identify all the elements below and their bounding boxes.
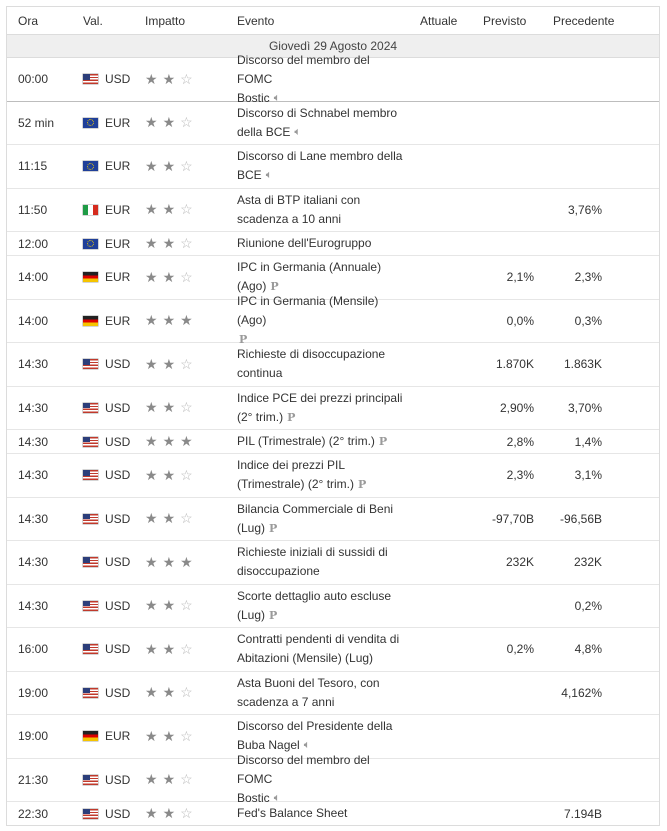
event-title-line1[interactable]: Asta di BTP italiani con — [237, 192, 361, 207]
star-filled-icon: ★ — [162, 268, 176, 285]
table-row[interactable] — [7, 541, 659, 585]
star-filled-icon: ★ — [162, 640, 176, 657]
star-filled-icon: ★ — [180, 553, 193, 570]
event-title-line1[interactable]: PIL (Trimestrale) (2° trim.) — [237, 433, 375, 448]
event-name[interactable] — [223, 234, 405, 253]
event-list — [7, 52, 659, 825]
event-title-line2[interactable]: scadenza a 7 anni — [237, 694, 335, 709]
impact-rating — [134, 312, 223, 329]
event-title-line2[interactable]: (Lug) — [237, 520, 266, 535]
star-filled-icon: ★ — [162, 510, 176, 527]
event-currency — [69, 270, 134, 284]
event-name[interactable] — [223, 543, 405, 581]
speaker-icon: 🔈︎ — [273, 792, 281, 805]
event-name[interactable] — [223, 345, 405, 383]
impact-rating — [134, 467, 223, 484]
previous-value: 3,70% — [567, 400, 602, 415]
previous-value: -96,56B — [559, 511, 602, 526]
star-filled-icon: ★ — [162, 114, 176, 131]
star-empty-icon: ☆ — [180, 684, 193, 701]
event-currency — [69, 642, 134, 656]
star-filled-icon: ★ — [162, 553, 176, 570]
star-filled-icon: ★ — [162, 312, 176, 329]
us-flag-icon — [83, 437, 98, 447]
eu-flag-icon — [83, 161, 98, 171]
header-precedente[interactable]: Precedente — [553, 13, 615, 28]
forecast-value: 2,90% — [499, 400, 534, 415]
star-filled-icon: ★ — [145, 235, 158, 251]
event-name[interactable] — [223, 258, 405, 296]
event-title-line1[interactable]: Bilancia Commerciale di Beni — [237, 501, 394, 516]
impact-rating — [134, 158, 223, 175]
event-title-line1[interactable]: Fed's Balance Sheet — [237, 806, 348, 820]
star-empty-icon: ☆ — [180, 157, 193, 174]
impact-rating — [134, 684, 223, 701]
event-title-line1[interactable]: Discorso di Lane membro della — [237, 149, 403, 164]
us-flag-icon — [83, 809, 98, 819]
forecast-value: 0,0% — [506, 313, 534, 328]
speaker-icon: 🔈︎ — [273, 91, 281, 104]
event-time: 19:00 — [18, 685, 49, 700]
star-empty-icon: ☆ — [180, 114, 193, 131]
impact-rating — [134, 510, 223, 527]
currency-code: USD — [105, 468, 131, 483]
previous-value: 7.194B — [563, 806, 602, 821]
us-flag-icon — [83, 74, 98, 84]
event-time: 14:00 — [18, 270, 49, 285]
forecast-value: -97,70B — [491, 511, 534, 526]
speaker-icon: 🔈︎ — [265, 169, 273, 182]
event-time: 00:00 — [18, 72, 49, 87]
preliminary-p-icon: P — [358, 478, 367, 492]
star-empty-icon: ☆ — [180, 355, 193, 372]
us-flag-icon — [83, 601, 98, 611]
event-title-line1[interactable]: Richieste di disoccupazione — [237, 347, 386, 362]
event-title-line2[interactable]: Abitazioni (Mensile) (Lug) — [237, 651, 374, 666]
currency-code: USD — [105, 400, 131, 415]
event-currency — [69, 686, 134, 700]
event-currency — [69, 468, 134, 482]
header-evento[interactable]: Evento — [237, 13, 275, 28]
table-row[interactable] — [7, 585, 659, 629]
event-currency — [69, 159, 134, 173]
event-time: 14:30 — [18, 468, 49, 483]
event-name[interactable] — [223, 292, 405, 349]
star-filled-icon: ★ — [162, 157, 176, 174]
star-filled-icon: ★ — [162, 433, 176, 449]
it-flag-icon — [83, 205, 98, 215]
currency-code: USD — [105, 434, 131, 449]
table-row[interactable] — [7, 454, 659, 498]
table-row[interactable] — [7, 294, 659, 347]
event-name[interactable] — [223, 191, 405, 229]
event-time: 14:30 — [18, 511, 49, 526]
previous-value: 0,3% — [574, 313, 602, 328]
currency-code: EUR — [105, 270, 131, 285]
preliminary-p-icon: P — [378, 435, 388, 449]
impact-rating — [134, 641, 223, 658]
preliminary-p-icon: P — [269, 608, 278, 622]
previous-value: 0,2% — [574, 598, 602, 613]
event-title-line2[interactable]: (Ago) — [237, 279, 267, 294]
preliminary-p-icon: P — [239, 333, 248, 347]
currency-code: USD — [105, 72, 131, 87]
impact-rating — [134, 114, 223, 131]
us-flag-icon — [83, 688, 98, 698]
event-time: 14:30 — [18, 555, 49, 570]
star-empty-icon: ☆ — [180, 640, 193, 657]
previous-value: 4,8% — [574, 642, 602, 657]
economic-calendar — [6, 6, 660, 826]
star-empty-icon: ☆ — [180, 805, 193, 821]
star-filled-icon: ★ — [145, 805, 158, 821]
currency-code: EUR — [105, 236, 131, 251]
event-currency — [69, 807, 134, 821]
currency-code: EUR — [105, 159, 131, 174]
star-filled-icon: ★ — [145, 70, 158, 87]
table-row[interactable] — [7, 145, 659, 189]
currency-code: USD — [105, 772, 131, 787]
event-title-line2[interactable]: Buba Nagel — [237, 738, 300, 753]
currency-code: USD — [105, 642, 131, 657]
event-title-line1[interactable]: IPC in Germania (Mensile) (Ago) — [237, 294, 379, 328]
event-currency — [69, 599, 134, 613]
star-empty-icon: ☆ — [180, 466, 193, 483]
previous-value: 2,3% — [574, 270, 602, 285]
event-name[interactable] — [223, 674, 405, 712]
star-filled-icon: ★ — [162, 70, 176, 87]
star-filled-icon: ★ — [162, 235, 176, 251]
event-title-line2[interactable]: disoccupazione — [237, 564, 320, 579]
us-flag-icon — [83, 557, 98, 567]
event-title-line2[interactable]: Bostic — [237, 791, 270, 806]
star-filled-icon: ★ — [180, 433, 193, 449]
event-title-line2[interactable]: scadenza a 10 anni — [237, 211, 342, 226]
event-title-line1[interactable]: Discorso del membro del FOMC — [237, 753, 370, 787]
star-filled-icon: ★ — [145, 510, 158, 527]
star-empty-icon: ☆ — [180, 268, 193, 285]
event-time: 22:30 — [18, 806, 49, 821]
event-name[interactable] — [223, 751, 405, 808]
impact-rating — [134, 554, 223, 571]
star-filled-icon: ★ — [162, 727, 176, 744]
currency-code: EUR — [105, 115, 131, 130]
event-title-line2[interactable]: della BCE — [237, 124, 291, 139]
previous-value: 1,4% — [574, 434, 602, 449]
table-row[interactable] — [7, 802, 659, 825]
currency-code: EUR — [105, 202, 131, 217]
forecast-value: 1.870K — [495, 357, 534, 372]
star-filled-icon: ★ — [145, 399, 158, 416]
star-filled-icon: ★ — [162, 201, 176, 218]
event-currency — [69, 314, 134, 328]
star-filled-icon: ★ — [162, 805, 176, 821]
previous-value: 3,76% — [567, 202, 602, 217]
table-row[interactable] — [7, 189, 659, 233]
table-row[interactable] — [7, 498, 659, 542]
event-name[interactable] — [223, 104, 405, 142]
event-title-line2[interactable]: (Lug) — [237, 607, 266, 622]
event-currency — [69, 237, 134, 251]
table-row[interactable] — [7, 52, 659, 105]
table-row[interactable] — [7, 753, 659, 806]
us-flag-icon — [83, 775, 98, 785]
currency-code: USD — [105, 511, 131, 526]
us-flag-icon — [83, 514, 98, 524]
star-filled-icon: ★ — [162, 399, 176, 416]
event-currency — [69, 729, 134, 743]
event-currency — [69, 357, 134, 371]
event-title-line2[interactable]: (Trimestrale) (2° trim.) — [237, 477, 355, 492]
forecast-value: 2,8% — [506, 434, 534, 449]
forecast-value: 0,2% — [506, 642, 534, 657]
star-filled-icon: ★ — [145, 355, 158, 372]
eu-flag-icon — [83, 118, 98, 128]
speaker-icon: 🔈︎ — [303, 739, 311, 752]
star-filled-icon: ★ — [162, 684, 176, 701]
star-empty-icon: ☆ — [180, 727, 193, 744]
currency-code: EUR — [105, 313, 131, 328]
previous-value: 1.863K — [563, 357, 602, 372]
impact-rating — [134, 728, 223, 745]
star-empty-icon: ☆ — [180, 771, 193, 788]
star-filled-icon: ★ — [162, 466, 176, 483]
event-title-line2[interactable]: BCE — [237, 168, 262, 183]
star-empty-icon: ☆ — [180, 70, 193, 87]
header-attuale[interactable]: Attuale — [420, 13, 458, 28]
table-header — [7, 7, 659, 35]
table-row[interactable] — [7, 628, 659, 672]
impact-rating — [134, 201, 223, 218]
de-flag-icon — [83, 316, 98, 326]
impact-rating — [134, 269, 223, 286]
preliminary-p-icon: P — [270, 280, 279, 294]
us-flag-icon — [83, 403, 98, 413]
impact-rating — [134, 433, 223, 450]
impact-rating — [134, 235, 223, 252]
header-impatto[interactable]: Impatto — [145, 13, 186, 28]
forecast-value: 2,3% — [506, 468, 534, 483]
event-title-line1[interactable]: Contratti pendenti di vendita di — [237, 632, 400, 647]
currency-code: USD — [105, 555, 131, 570]
event-time: 11:50 — [18, 202, 48, 217]
currency-code: USD — [105, 598, 131, 613]
event-name[interactable] — [223, 147, 405, 185]
star-filled-icon: ★ — [145, 312, 158, 329]
event-name[interactable] — [223, 630, 405, 668]
star-filled-icon: ★ — [145, 201, 158, 218]
preliminary-p-icon: P — [269, 521, 278, 535]
event-title-line1[interactable]: Indice PCE dei prezzi principali — [237, 390, 403, 405]
currency-code: USD — [105, 357, 131, 372]
currency-code: EUR — [105, 729, 131, 744]
table-row[interactable] — [7, 430, 659, 454]
star-filled-icon: ★ — [162, 597, 176, 614]
event-currency — [69, 773, 134, 787]
impact-rating — [134, 597, 223, 614]
star-filled-icon: ★ — [145, 114, 158, 131]
star-filled-icon: ★ — [145, 268, 158, 285]
impact-rating — [134, 771, 223, 788]
star-filled-icon: ★ — [145, 466, 158, 483]
event-time: 16:00 — [18, 642, 49, 657]
event-title-line1[interactable]: Richieste iniziali di sussidi di — [237, 545, 388, 560]
event-currency — [69, 435, 134, 449]
star-filled-icon: ★ — [162, 355, 176, 372]
star-filled-icon: ★ — [145, 727, 158, 744]
event-title-line1[interactable]: Discorso del membro del FOMC — [237, 52, 370, 86]
event-name[interactable] — [223, 456, 405, 494]
us-flag-icon — [83, 470, 98, 480]
event-title-line1[interactable]: Discorso di Schnabel membro — [237, 105, 398, 120]
table-row[interactable] — [7, 343, 659, 387]
event-name[interactable] — [223, 51, 405, 108]
event-title-line1[interactable]: Scorte dettaglio auto escluse — [237, 588, 392, 603]
event-title-line2[interactable]: (2° trim.) — [237, 409, 284, 424]
impact-rating — [134, 805, 223, 822]
header-val[interactable]: Val. — [83, 13, 103, 28]
event-title-line1[interactable]: IPC in Germania (Annuale) — [237, 260, 382, 275]
star-empty-icon: ☆ — [180, 399, 193, 416]
table-row[interactable] — [7, 232, 659, 256]
star-empty-icon: ☆ — [180, 597, 193, 614]
currency-code: USD — [105, 685, 131, 700]
forecast-value: 232K — [505, 555, 534, 570]
table-row[interactable] — [7, 387, 659, 431]
currency-code: USD — [105, 806, 131, 821]
event-currency — [69, 203, 134, 217]
event-name[interactable] — [223, 389, 405, 427]
impact-rating — [134, 71, 223, 88]
event-currency — [69, 401, 134, 415]
star-filled-icon: ★ — [145, 771, 158, 788]
table-row[interactable] — [7, 672, 659, 716]
eu-flag-icon — [83, 239, 98, 249]
event-name[interactable] — [223, 804, 405, 823]
star-filled-icon: ★ — [180, 312, 193, 329]
event-title-line1[interactable]: Riunione dell'Eurogruppo — [237, 236, 372, 250]
preliminary-p-icon: P — [287, 410, 296, 424]
star-filled-icon: ★ — [145, 684, 158, 701]
speaker-icon: 🔈︎ — [294, 125, 301, 138]
previous-value: 4,162% — [561, 685, 602, 700]
event-time: 14:30 — [18, 598, 49, 613]
star-empty-icon: ☆ — [180, 510, 193, 527]
event-name[interactable] — [223, 432, 405, 451]
event-title-line2[interactable]: continua — [237, 366, 283, 381]
header-ora[interactable]: Ora — [18, 13, 39, 28]
star-filled-icon: ★ — [145, 433, 158, 449]
star-filled-icon: ★ — [145, 157, 158, 174]
star-filled-icon: ★ — [162, 771, 176, 788]
event-title-line1[interactable]: Indice dei prezzi PIL — [237, 458, 346, 473]
star-empty-icon: ☆ — [180, 201, 193, 218]
event-time: 19:00 — [18, 729, 49, 744]
impact-rating — [134, 356, 223, 373]
forecast-value: 2,1% — [506, 270, 534, 285]
us-flag-icon — [83, 644, 98, 654]
event-currency — [69, 512, 134, 526]
table-row[interactable] — [7, 102, 659, 146]
event-time: 52 min — [18, 115, 55, 130]
star-empty-icon: ☆ — [180, 235, 193, 251]
event-time: 14:30 — [18, 400, 49, 415]
event-name[interactable] — [223, 717, 405, 755]
header-previsto[interactable]: Previsto — [483, 13, 527, 28]
event-time: 21:30 — [18, 772, 49, 787]
star-filled-icon: ★ — [145, 553, 158, 570]
previous-value: 3,1% — [574, 468, 602, 483]
event-name[interactable] — [223, 587, 405, 625]
impact-rating — [134, 399, 223, 416]
de-flag-icon — [83, 731, 98, 741]
star-filled-icon: ★ — [145, 640, 158, 657]
event-title-line2[interactable]: Bostic — [237, 90, 270, 105]
previous-value: 232K — [573, 555, 602, 570]
event-currency — [69, 116, 134, 130]
us-flag-icon — [83, 359, 98, 369]
star-filled-icon: ★ — [145, 597, 158, 614]
event-time: 14:30 — [18, 357, 49, 372]
event-name[interactable] — [223, 500, 405, 538]
event-title-line1[interactable]: Discorso del Presidente della — [237, 719, 393, 734]
event-currency — [69, 72, 134, 86]
event-time: 11:15 — [18, 159, 48, 174]
event-title-line1[interactable]: Asta Buoni del Tesoro, con — [237, 675, 380, 690]
event-time: 12:00 — [18, 236, 49, 251]
de-flag-icon — [83, 272, 98, 282]
event-time: 14:00 — [18, 313, 49, 328]
event-time: 14:30 — [18, 434, 49, 449]
event-currency — [69, 555, 134, 569]
day-separator: Giovedì 29 Agosto 2024 — [7, 35, 659, 58]
